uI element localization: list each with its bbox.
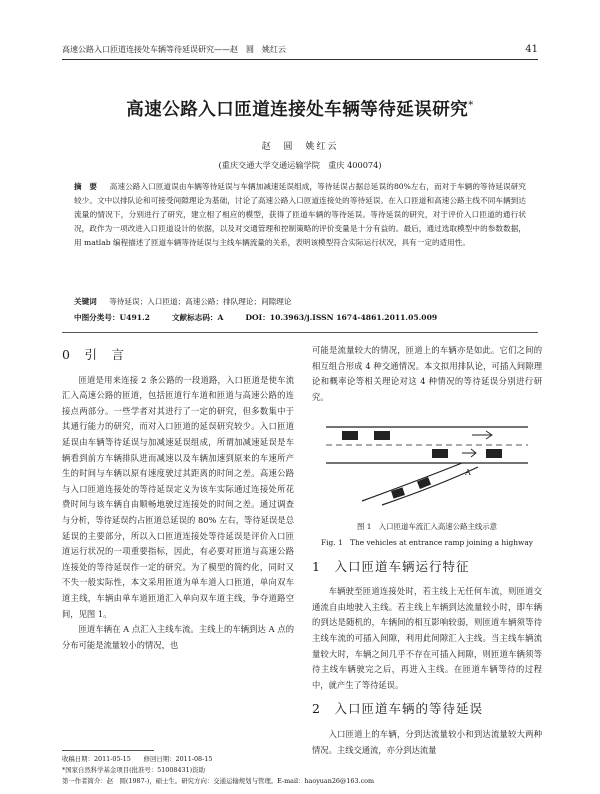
footnote-rule [62,750,154,751]
paper-title [0,96,600,121]
classification-line [74,312,526,323]
section-0-heading: 0 引 言 [62,347,125,362]
keywords-text: 等待延误；入口匝道；高速公路；排队理论；间隙理论 [109,297,292,306]
title-footnote-mark: * [468,100,474,112]
right-column [312,343,542,758]
figure-1 [312,409,542,517]
svg-text:A: A [465,468,471,478]
affiliation: (重庆交通大学交通运输学院 重庆 400074) [218,160,382,170]
abstract-label: 摘 要 [74,182,98,191]
section-0-paragraph-2: 匝道车辆在 A 点汇入主线车流。主线上的车辆到达 A 点的分布可能是流量较小的情况，也 [62,624,294,650]
journal-line: 高速公路入口匝道连接处车辆等待延误研究——赵 圆 姚红云 [62,44,286,54]
header-rule [62,59,538,60]
page-number: 41 [525,43,538,55]
doi: DOI：10.3963/j.ISSN 1674-4861.2011.05.009 [245,313,438,322]
section-1-paragraph: 车辆驶至匝道连接处时，若主线上无任何车流，则匝道交通流自由地驶入主线。若主线上车辆到达流量较小时，即车辆的到达是随机的，车辆间的相互影响较弱，则匝道车辆须等待主线车流的可插入间隙，利用此间隙汇入主线。当主线车辆流量较大时，车辆之间几乎不存在可插入间隙，则匝道车辆须等待主线车辆驶完之后，再进入主线。在匝道车辆等待的过程中，就产生了等待延误。 [312,586,542,690]
abstract-text: 高速公路入口匝道误由车辆等待延误与车辆加减速延误组成，等待延误占据总延误的80%左右，而对于车辆的等待延误研究较少。文中以排队论和可接受间隙理论为基础，讨论了高速公路入口匝道连接处的等待延误。在入口匝道和高速公路主线不同车辆到达流量的情况下，分别进行了研究，建立相了相应的模型，获得了匝道车辆的等待延误。等待延误的研究，对于评价入口匝道的通行状况，政作为一项改进入口匝道设计的依据，以及对交通管理和控制策略的评价变量是十分有益的。最后，通过选取模型中的参数数据，用 matlab 编程描述了匝道车辆等待延误与主线车辆流量的关系，表明该模型符合实际运行状况，具有一定的适用性。 [74,182,527,247]
section-2-heading: 2 入口匝道车辆的等待延误 [312,701,483,717]
footnotes [62,754,542,787]
left-column [62,343,294,653]
ramp-merge-diagram [322,409,532,509]
footnote-author: 第一作者简介：赵 圆(1987-)，硕士生。研究方向：交通运输规划与管理。E-mail：haoyuan26@163.com [62,777,375,785]
class-number: 中图分类号：U491.2 [74,313,150,322]
right-paragraph-1: 可能是流量较大的情况，匝道上的车辆亦是如此。它们之间的相互组合形成 4 种交通情况。本文拟用排队论，可插入间隙理论和概率论等相关理论对这 4 种情况的等待延误分别进行研究。 [312,345,542,402]
section-1-heading: 1 入口匝道车辆运行特征 [312,558,470,574]
footnote-fund: *国家自然科学基金项目(批准号：51008431)资助 [62,766,205,774]
meta-rule [62,332,538,333]
footnote-received: 收稿日期：2011-05-15 修回日期：2011-08-15 [62,755,213,763]
abstract [74,180,526,250]
running-header [62,42,538,56]
paper-title-text: 高速公路入口匝道连接处车辆等待延误研究 [126,100,469,120]
keywords-label: 关键词 [74,297,97,306]
authors: 赵 圆 姚红云 [261,142,339,152]
keywords [74,296,526,307]
doc-code: 文献标志码：A [171,313,224,322]
figure-1-caption-en: Fig. 1 The vehicles at entrance ramp joining a highway [321,537,533,547]
section-0-paragraph-1: 匝道是用来连接 2 条公路的一段道路，入口匝道是使车流汇入高速公路的匝道，包括匝道行车道和匝道与高速公路的连接点两部分。一些学者对其进行了一定的研究，但多数集中于其通行能力的研究，而对入口匝道的延误研究较少。入口匝道延误由车辆等待延误与加减速延误组成，所谓加减速延误是车辆看到前方车辆排队进而减速以及车辆加速到原来的车速所产生的时间与车辆以原有速度驶过其距离的时间之差。高速公路与入口匝道连接处的等待延误定义为该车实际通过连接处所花费时间与该车辆自由顺畅地驶过连接处的时间之差。通过调查与分析，等待延误约占匝道总延误的 80% 左右，等待延误是总延误的主要部分，所以入口匝道连接处等待延误是评价入口匝道运行状况的一项重要指标，因此，有必要对匝道与高速公路连接处的等待延误作一定的研究。为了模型的简约化，同时又不失一般实际性，本文采用匝道为单车道入口匝道，单向双车道主线，车辆由单车道匝道汇入单向双车道主线，争夺道路空间，见图 1。 [62,374,294,619]
section-2-paragraph: 入口匝道上的车辆，分到达流量较小和到达流量较大两种情况。主线交通流，亦分到达流量 [312,728,542,755]
figure-1-caption-cn: 图 1 入口匝道车流汇入高速公路主线示意 [356,522,498,532]
